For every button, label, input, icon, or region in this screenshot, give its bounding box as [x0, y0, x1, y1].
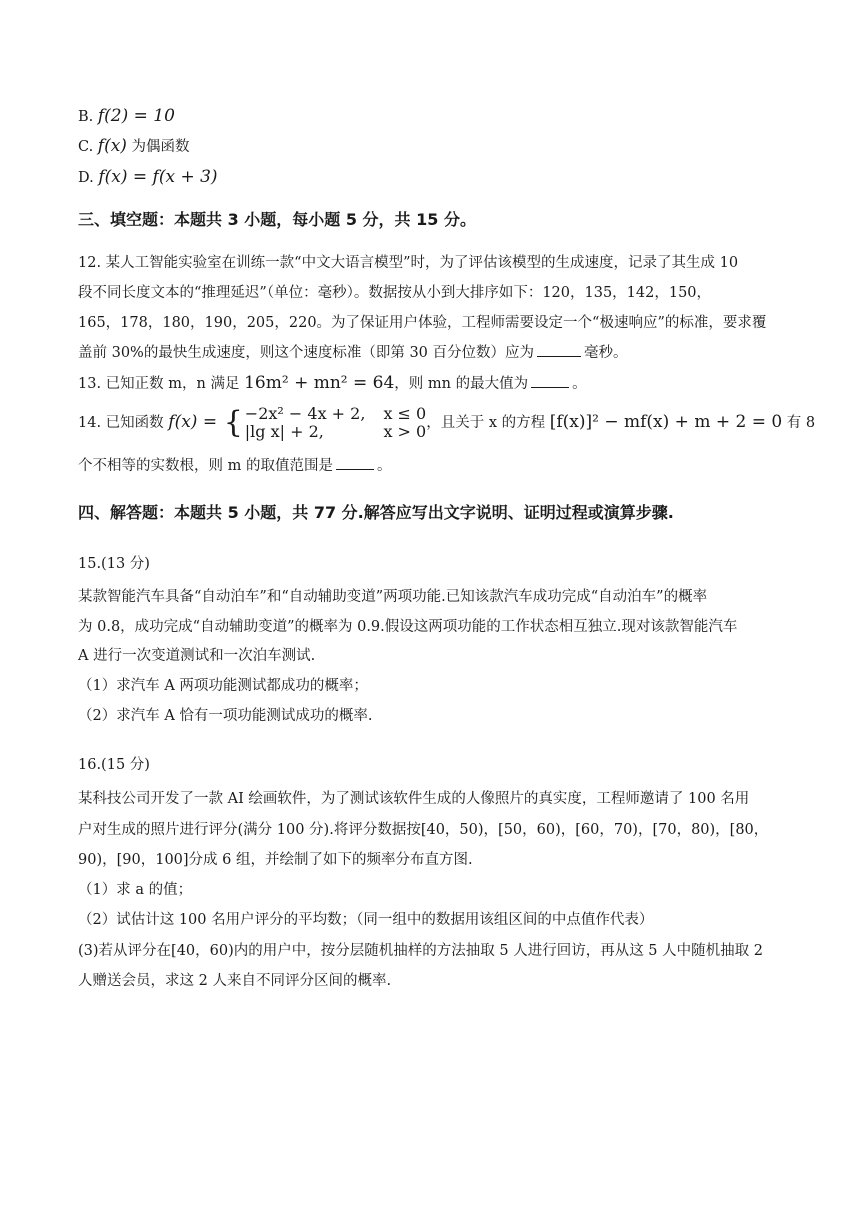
q13-text-c: 。	[572, 376, 587, 392]
q13-text-b: ，则 mn 的最大值为	[394, 376, 529, 392]
q16-para-1: 某科技公司开发了一款 AI 绘画软件，为了测试该软件生成的人像照片的真实度，工程师邀请了 100 名用	[78, 791, 750, 807]
q16-sub-2: （2）试估计这 100 名用户评分的平均数；（同一组中的数据用该组区间的中点值作代表）	[78, 912, 654, 928]
q16-sub-1: （1）求 a 的值；	[78, 882, 193, 898]
q16-header: 16.(15 分)	[78, 757, 150, 773]
q14-equation: [f(x)]² − mf(x) + m + 2 = 0	[549, 412, 783, 432]
q14-case1-cond: x ≤ 0	[383, 404, 427, 423]
q16-sub-3-line-2: 人赠送会员，求这 2 人来自不同评分区间的概率.	[78, 973, 392, 989]
q14-text-e: 。	[376, 458, 392, 474]
q13-expr: 16m² + mn² = 64	[244, 373, 395, 393]
section-3-heading: 三、填空题：本题共 3 小题，每小题 5 分，共 15 分。	[78, 210, 476, 229]
q15-para-1: 某款智能汽车具备“自动泊车”和“自动辅助变道”两项功能.已知该款汽车成功完成“自动泊车”的概率	[78, 589, 708, 605]
q16-sub-3-line-1: (3)若从评分在[40，60)内的用户中，按分层随机抽样的方法抽取 5 人进行回访，再从这 5 人中随机抽取 2	[78, 943, 763, 959]
q15-para-2: 为 0.8，成功完成“自动辅助变道”的概率为 0.9.假设这两项功能的工作状态相互独立.现对该款智能汽车	[78, 619, 738, 635]
q14-text-c: 有 8	[786, 415, 816, 431]
q14-case2-expr: |lg x| + 2,	[244, 422, 324, 441]
q15-para-3: A 进行一次变道测试和一次泊车测试.	[78, 648, 316, 664]
option-d-prefix: D.	[78, 170, 99, 186]
option-b-prefix: B.	[78, 109, 98, 125]
q16-para-3: 90)，[90，100]分成 6 组，并绘制了如下的频率分布直方图.	[78, 852, 473, 868]
q14-answer-blank[interactable]	[336, 455, 374, 470]
q14-text-d: 个不相等的实数根，则 m 的取值范围是	[78, 458, 333, 474]
q14-line-2	[78, 455, 808, 476]
q13-text-a: 13. 已知正数 m，n 满足	[78, 376, 240, 392]
q12-line-1: 12. 某人工智能实验室在训练一款“中文大语言模型”时，为了评估该模型的生成速度，记录了其生成 10	[78, 255, 739, 271]
option-c-text: 为偶函数	[126, 139, 190, 155]
q13-answer-blank[interactable]	[531, 373, 569, 388]
q12-line-4	[78, 342, 808, 363]
option-b-expr: f(2) = 10	[97, 106, 175, 126]
option-c	[78, 136, 808, 157]
q16-para-2: 户对生成的照片进行评分(满分 100 分).将评分数据按[40，50)，[50，60)，[60，70)，[70，80)，[80，	[78, 822, 769, 838]
option-c-prefix: C.	[78, 139, 98, 155]
q12-line-3: 165，178，180，190，205，220。为了保证用户体验，工程师需要设定一个“极速响应”的标准，要求覆	[78, 315, 767, 331]
q14-text-b: ，且关于 x 的方程	[426, 415, 546, 431]
option-b	[78, 106, 808, 127]
q12-unit: 毫秒。	[584, 345, 628, 361]
option-d	[78, 167, 808, 188]
q14-case1-expr: −2x² − 4x + 2,	[244, 404, 366, 423]
q14-piecewise	[222, 405, 427, 441]
q14-case2-cond: x > 0	[383, 422, 427, 441]
q15-sub-1: （1）求汽车 A 两项功能测试都成功的概率；	[78, 678, 368, 694]
q14-line-1	[78, 404, 816, 441]
option-c-expr: f(x)	[97, 136, 127, 156]
q15-sub-2: （2）求汽车 A 恰有一项功能测试成功的概率.	[78, 708, 373, 724]
q12-text: 盖前 30%的最快生成速度，则这个速度标准（即第 30 百分位数）应为	[78, 345, 535, 361]
q13	[78, 373, 808, 394]
left-brace-icon: {	[223, 405, 243, 440]
option-d-expr: f(x) = f(x + 3)	[98, 167, 218, 187]
q14-fx: f(x) =	[168, 412, 218, 432]
q14-cases	[245, 405, 426, 441]
q12-line-2: 段不同长度文本的“推理延迟”（单位：毫秒）。数据按从小到大排序如下：120，135，142，150，	[78, 285, 712, 301]
q12-answer-blank[interactable]	[537, 342, 581, 357]
q14-text-a: 14. 已知函数	[78, 415, 164, 431]
section-4-heading: 四、解答题：本题共 5 小题，共 77 分.解答应写出文字说明、证明过程或演算步骤.	[78, 503, 674, 522]
q15-header: 15.(13 分)	[78, 556, 150, 572]
